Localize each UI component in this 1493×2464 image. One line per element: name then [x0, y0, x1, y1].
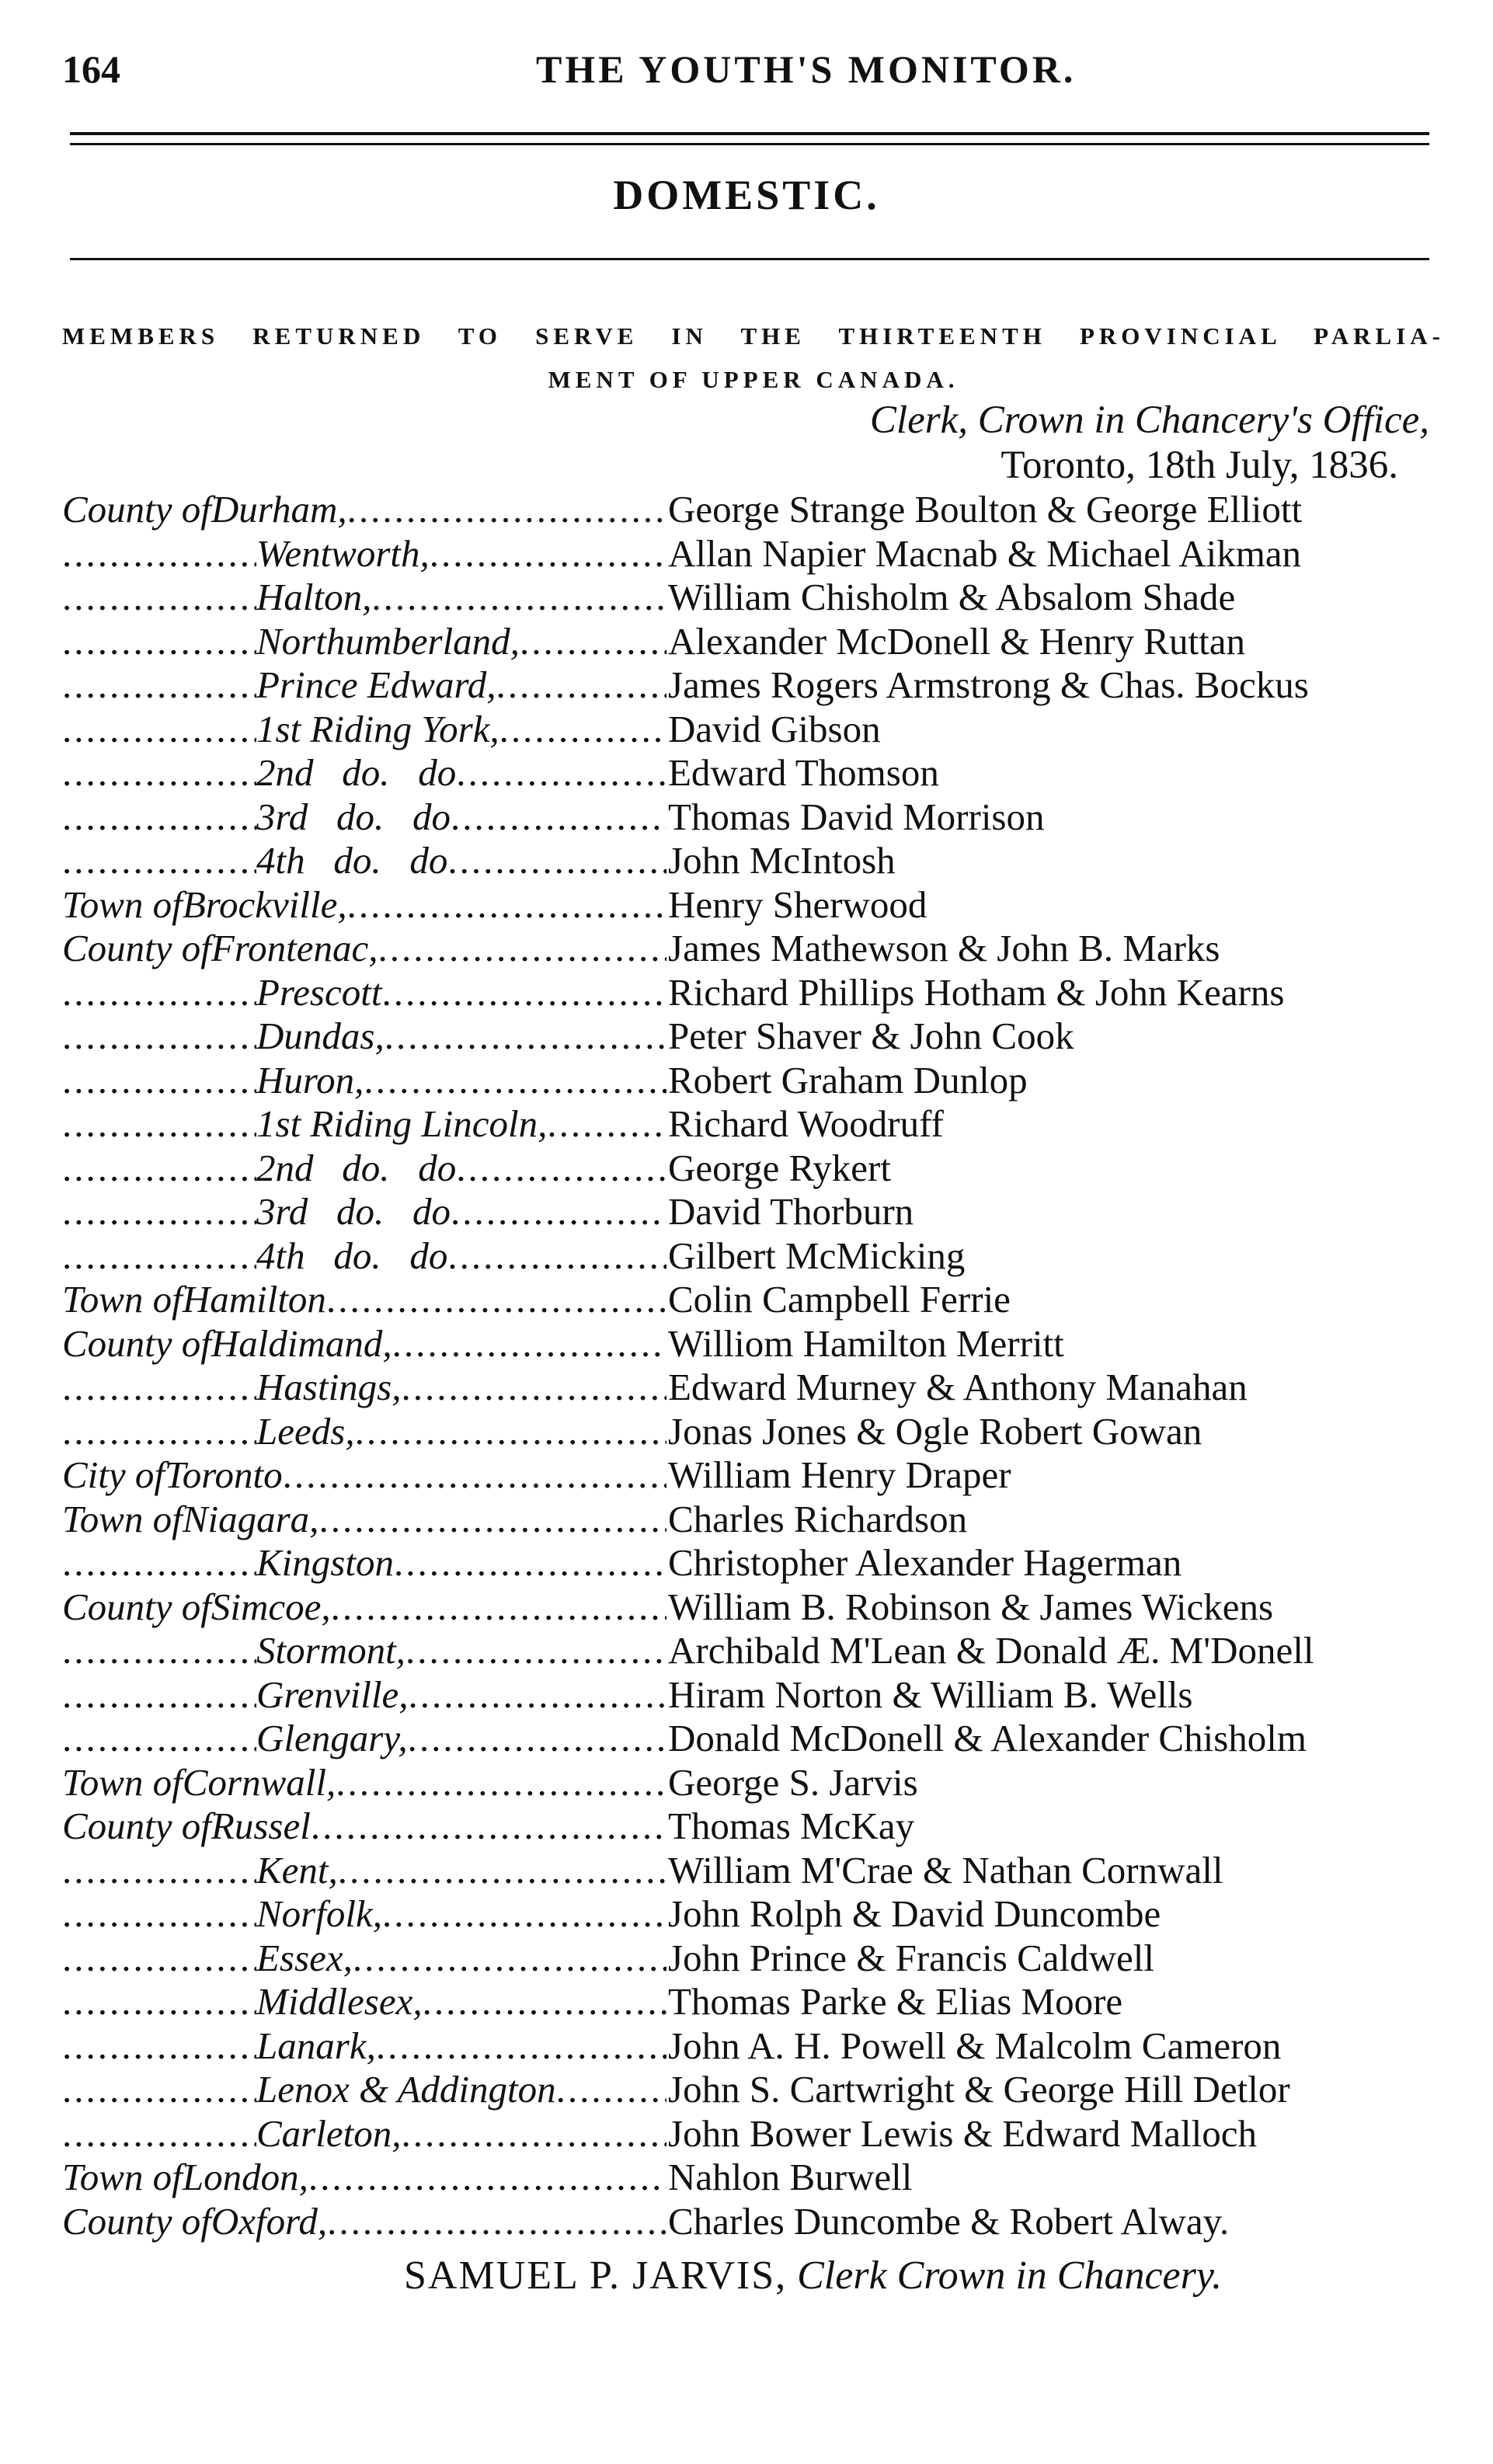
member-names: William Chisholm & Absalom Shade: [668, 576, 1236, 618]
member-names: David Thorburn: [668, 1190, 914, 1233]
constituency-prefix: Town of: [62, 1760, 183, 1804]
constituency-name: Stormont,: [256, 1629, 405, 1672]
section-title: DOMESTIC.: [613, 172, 880, 218]
leader-dots: [311, 1804, 666, 1849]
constituency-name: Durham,: [211, 488, 347, 531]
member-names: Robert Graham Dunlop: [668, 1058, 1028, 1101]
leader-dots: [62, 1937, 256, 1981]
leader-dots: [331, 1585, 666, 1630]
leader-dots: [62, 1410, 256, 1454]
member-row: [62, 663, 1445, 708]
constituency: [62, 488, 666, 532]
constituency: [62, 1190, 666, 1234]
leader-dots: [338, 1849, 666, 1893]
member-names: John Bower Lewis & Edward Malloch: [668, 2111, 1257, 2155]
constituency-name: 4th do. do: [256, 839, 448, 882]
constituency: [62, 1717, 666, 1761]
constituency: [62, 1278, 666, 1322]
constituency-name: Oxford,: [211, 2199, 328, 2243]
member-names: Colin Campbell Ferrie: [668, 1278, 1011, 1321]
constituency: [62, 1849, 666, 1893]
leader-dots: [62, 971, 256, 1015]
member-row: [62, 2156, 1445, 2200]
leader-dots: [62, 751, 256, 795]
constituency: [62, 1980, 666, 2024]
member-names: George S. Jarvis: [668, 1760, 918, 1804]
member-names: Williom Hamilton Merritt: [668, 1321, 1064, 1365]
dateline: [699, 398, 1429, 488]
constituency-name: Prince Edward,: [256, 663, 496, 706]
member-names: Henry Sherwood: [668, 882, 927, 926]
member-names: John S. Cartwright & George Hill Detlor: [668, 2068, 1290, 2111]
member-names: John Prince & Francis Caldwell: [668, 1936, 1155, 1979]
constituency-prefix: County of: [62, 1804, 211, 1847]
leader-dots: [451, 795, 666, 840]
section-rule: [70, 258, 1429, 260]
member-row: [62, 1629, 1445, 1673]
member-row: [62, 1366, 1445, 1410]
leader-dots: [456, 751, 666, 795]
member-row: [62, 488, 1445, 532]
leader-dots: [401, 2112, 666, 2156]
constituency-name: Hastings,: [256, 1366, 402, 1408]
leader-dots: [62, 1059, 256, 1103]
member-row: [62, 1761, 1445, 1805]
leader-dots: [371, 576, 666, 620]
constituency-prefix: County of: [62, 1321, 211, 1365]
leader-dots: [402, 1366, 666, 1410]
constituency: [62, 532, 666, 576]
member-names: Peter Shaver & John Cook: [668, 1014, 1074, 1057]
member-row: [62, 2024, 1445, 2069]
member-names: Alexander McDonell & Henry Ruttan: [668, 619, 1245, 663]
member-names: Richard Woodruff: [668, 1102, 944, 1145]
page-header: [54, 40, 1429, 110]
constituency-name: Frontenac,: [211, 927, 378, 969]
member-names: Allan Napier Macnab & Michael Aikman: [668, 531, 1302, 575]
leader-dots: [381, 971, 666, 1015]
leader-dots: [62, 1102, 256, 1147]
caption-line-2: MENT OF UPPER CANADA.: [548, 366, 959, 393]
member-names: Edward Murney & Anthony Manahan: [668, 1366, 1248, 1408]
members-list: [62, 488, 1445, 2243]
leader-dots: [353, 1937, 666, 1981]
member-row: [62, 1585, 1445, 1630]
member-names: William M'Crae & Nathan Cornwall: [668, 1848, 1223, 1892]
member-row: [62, 1673, 1445, 1717]
leader-dots: [408, 1717, 666, 1761]
leader-dots: [355, 1410, 666, 1454]
constituency-name: Cornwall,: [182, 1760, 336, 1804]
leader-dots: [376, 2024, 666, 2069]
leader-dots: [327, 2200, 666, 2244]
constituency-name: Essex,: [256, 1936, 353, 1979]
leader-dots: [447, 1234, 666, 1279]
constituency-prefix: Town of: [62, 1497, 183, 1540]
running-head: THE YOUTH'S MONITOR.: [536, 47, 1077, 91]
constituency: [62, 1585, 666, 1630]
constituency-name: 2nd do. do: [256, 1146, 457, 1189]
member-row: [62, 751, 1445, 795]
member-row: [62, 1102, 1445, 1147]
member-names: George Rykert: [668, 1146, 891, 1189]
leader-dots: [62, 839, 256, 883]
member-names: Archibald M'Lean & Donald Æ. M'Donell: [668, 1629, 1314, 1672]
member-names: Edward Thomson: [668, 751, 939, 794]
leader-dots: [496, 663, 666, 708]
member-row: [62, 1453, 1445, 1498]
constituency: [62, 1059, 666, 1103]
constituency: [62, 839, 666, 883]
constituency: [62, 1761, 666, 1805]
constituency: [62, 576, 666, 620]
constituency-name: London,: [182, 2156, 308, 2198]
leader-dots: [326, 1278, 666, 1322]
member-names: John Rolph & David Duncombe: [668, 1892, 1161, 1935]
member-row: [62, 576, 1445, 620]
member-names: George Strange Boulton & George Elliott: [668, 488, 1303, 531]
member-names: William B. Robinson & James Wickens: [668, 1585, 1274, 1628]
member-names: Charles Duncombe & Robert Alway.: [668, 2199, 1230, 2243]
leader-dots: [378, 927, 666, 971]
constituency-name: Norfolk,: [256, 1892, 382, 1935]
member-names: Jonas Jones & Ogle Robert Gowan: [668, 1409, 1202, 1453]
constituency: [62, 927, 666, 971]
member-row: [62, 1014, 1445, 1059]
member-row: [62, 1717, 1445, 1761]
constituency-name: Haldimand,: [211, 1321, 392, 1365]
leader-dots: [336, 1761, 666, 1805]
constituency: [62, 620, 666, 664]
constituency-name: Huron,: [256, 1058, 364, 1101]
constituency: [62, 971, 666, 1015]
leader-dots: [405, 1629, 666, 1673]
leader-dots: [308, 2156, 666, 2200]
member-row: [62, 1541, 1445, 1585]
constituency-name: Halton,: [256, 576, 372, 618]
dateline-date: Toronto, 18th July, 1836.: [1001, 444, 1398, 487]
leader-dots: [451, 1190, 666, 1234]
constituency-name: 3rd do. do: [256, 1190, 451, 1233]
leader-dots: [62, 663, 256, 708]
leader-dots: [382, 1892, 666, 1937]
signature: [404, 2253, 1222, 2299]
leader-dots: [62, 1629, 256, 1673]
leader-dots: [62, 1190, 256, 1234]
caption-line-1: MEMBERS RETURNED TO SERVE IN THE THIRTEENTH PROVINCIAL PARLIA-: [62, 322, 1445, 350]
constituency-name: 1st Riding York,: [256, 707, 499, 750]
leader-dots: [385, 1014, 666, 1059]
member-names: Thomas Parke & Elias Moore: [668, 1980, 1123, 2023]
leader-dots: [62, 1541, 256, 1585]
member-row: [62, 1322, 1445, 1366]
leader-dots: [499, 708, 666, 752]
constituency-name: 3rd do. do: [256, 795, 451, 838]
member-names: Gilbert McMicking: [668, 1234, 966, 1277]
leader-dots: [62, 1849, 256, 1893]
leader-dots: [364, 1059, 666, 1103]
member-row: [62, 532, 1445, 576]
constituency-prefix: County of: [62, 927, 211, 969]
constituency: [62, 1322, 666, 1366]
constituency: [62, 1147, 666, 1191]
leader-dots: [62, 708, 256, 752]
member-names: James Rogers Armstrong & Chas. Bockus: [668, 663, 1309, 706]
leader-dots: [430, 532, 666, 576]
member-names: Nahlon Burwell: [668, 2156, 913, 2198]
signature-name: SAMUEL P. JARVIS,: [404, 2253, 788, 2298]
leader-dots: [520, 620, 666, 664]
constituency-name: Prescott: [256, 970, 382, 1014]
member-row: [62, 620, 1445, 664]
signature-title: Clerk Crown in Chancery.: [797, 2253, 1223, 2298]
member-row: [62, 1190, 1445, 1234]
member-names: John McIntosh: [668, 839, 896, 882]
constituency-name: Russel: [211, 1804, 311, 1847]
constituency-name: Northumberland,: [256, 619, 520, 663]
member-names: John A. H. Powell & Malcolm Cameron: [668, 2024, 1282, 2067]
leader-dots: [283, 1453, 666, 1498]
constituency: [62, 1892, 666, 1937]
constituency: [62, 1102, 666, 1147]
leader-dots: [62, 2112, 256, 2156]
constituency-prefix: Town of: [62, 882, 183, 926]
leader-dots: [62, 1014, 256, 1059]
constituency: [62, 1366, 666, 1410]
constituency: [62, 663, 666, 708]
member-names: Richard Phillips Hotham & John Kearns: [668, 970, 1285, 1014]
constituency: [62, 1014, 666, 1059]
constituency: [62, 795, 666, 840]
leader-dots: [547, 1102, 666, 1147]
member-row: [62, 2068, 1445, 2112]
leader-dots: [318, 1498, 666, 1542]
constituency: [62, 751, 666, 795]
member-row: [62, 1937, 1445, 1981]
member-row: [62, 2112, 1445, 2156]
leader-dots: [408, 1673, 666, 1717]
constituency-name: Grenville,: [256, 1672, 409, 1716]
member-row: [62, 2200, 1445, 2244]
constituency-name: Brockville,: [182, 882, 347, 926]
leader-dots: [62, 2024, 256, 2069]
member-row: [62, 1980, 1445, 2024]
constituency: [62, 2156, 666, 2200]
constituency-name: Lenox & Addington: [256, 2068, 556, 2111]
constituency-name: 4th do. do: [256, 1234, 448, 1277]
member-row: [62, 1804, 1445, 1849]
leader-dots: [347, 488, 666, 532]
constituency-name: 1st Riding Lincoln,: [256, 1102, 548, 1145]
member-names: Christopher Alexander Hagerman: [668, 1541, 1182, 1584]
leader-dots: [62, 1673, 256, 1717]
constituency-name: Carleton,: [256, 2111, 402, 2155]
leader-dots: [62, 1892, 256, 1937]
leader-dots: [347, 883, 666, 927]
member-row: [62, 795, 1445, 840]
constituency-name: Hamilton: [182, 1278, 326, 1321]
member-names: Thomas McKay: [668, 1804, 915, 1847]
leader-dots: [62, 795, 256, 840]
member-row: [62, 1498, 1445, 1542]
header-double-rule: [70, 132, 1429, 145]
leader-dots: [62, 1234, 256, 1279]
constituency-name: Kingston: [256, 1541, 394, 1584]
leader-dots: [62, 2068, 256, 2112]
constituency-name: Dundas,: [256, 1014, 385, 1057]
leader-dots: [447, 839, 666, 883]
member-names: William Henry Draper: [668, 1453, 1011, 1496]
constituency-name: Glengary,: [256, 1717, 408, 1759]
leader-dots: [456, 1147, 666, 1191]
member-names: Hiram Norton & William B. Wells: [668, 1672, 1193, 1716]
leader-dots: [62, 576, 256, 620]
constituency-prefix: Town of: [62, 1278, 183, 1321]
member-names: Donald McDonell & Alexander Chisholm: [668, 1717, 1307, 1759]
constituency-name: Simcoe,: [211, 1585, 331, 1628]
constituency: [62, 1541, 666, 1585]
leader-dots: [556, 2068, 666, 2112]
constituency-name: Kent,: [256, 1848, 338, 1892]
member-row: [62, 708, 1445, 752]
leader-dots: [62, 1366, 256, 1410]
constituency-prefix: City of: [62, 1453, 165, 1496]
constituency: [62, 1453, 666, 1498]
member-row: [62, 1059, 1445, 1103]
constituency: [62, 2024, 666, 2069]
member-row: [62, 1147, 1445, 1191]
member-row: [62, 1278, 1445, 1322]
leader-dots: [62, 1980, 256, 2024]
constituency: [62, 883, 666, 927]
constituency: [62, 2200, 666, 2244]
list-caption: [62, 315, 1445, 402]
constituency-prefix: County of: [62, 1585, 211, 1628]
constituency: [62, 1937, 666, 1981]
member-row: [62, 927, 1445, 971]
constituency-name: 2nd do. do: [256, 751, 457, 794]
constituency-name: Niagara,: [182, 1497, 319, 1540]
leader-dots: [62, 532, 256, 576]
constituency: [62, 1804, 666, 1849]
leader-dots: [423, 1980, 666, 2024]
constituency: [62, 1498, 666, 1542]
member-row: [62, 1849, 1445, 1893]
constituency: [62, 2068, 666, 2112]
leader-dots: [394, 1541, 666, 1585]
constituency-prefix: County of: [62, 488, 211, 531]
leader-dots: [392, 1322, 666, 1366]
member-names: Charles Richardson: [668, 1497, 968, 1540]
constituency: [62, 1234, 666, 1279]
member-row: [62, 1410, 1445, 1454]
member-row: [62, 883, 1445, 927]
leader-dots: [62, 620, 256, 664]
member-names: David Gibson: [668, 707, 881, 750]
constituency: [62, 708, 666, 752]
constituency: [62, 1673, 666, 1717]
constituency: [62, 1629, 666, 1673]
constituency-prefix: Town of: [62, 2156, 183, 2198]
member-row: [62, 1892, 1445, 1937]
page-number: 164: [62, 47, 120, 91]
constituency: [62, 1410, 666, 1454]
member-names: Thomas David Morrison: [668, 795, 1045, 838]
constituency: [62, 2112, 666, 2156]
constituency-name: Leeds,: [256, 1409, 355, 1453]
member-row: [62, 1234, 1445, 1279]
constituency-name: Middlesex,: [256, 1980, 423, 2023]
leader-dots: [62, 1147, 256, 1191]
member-row: [62, 971, 1445, 1015]
member-row: [62, 839, 1445, 883]
constituency-prefix: County of: [62, 2199, 211, 2243]
constituency-name: Toronto: [165, 1453, 283, 1496]
dateline-office: Clerk, Crown in Chancery's Office,: [869, 398, 1429, 442]
leader-dots: [62, 1717, 256, 1761]
member-names: James Mathewson & John B. Marks: [668, 927, 1220, 969]
constituency-name: Lanark,: [256, 2024, 376, 2067]
constituency-name: Wentworth,: [256, 531, 430, 575]
